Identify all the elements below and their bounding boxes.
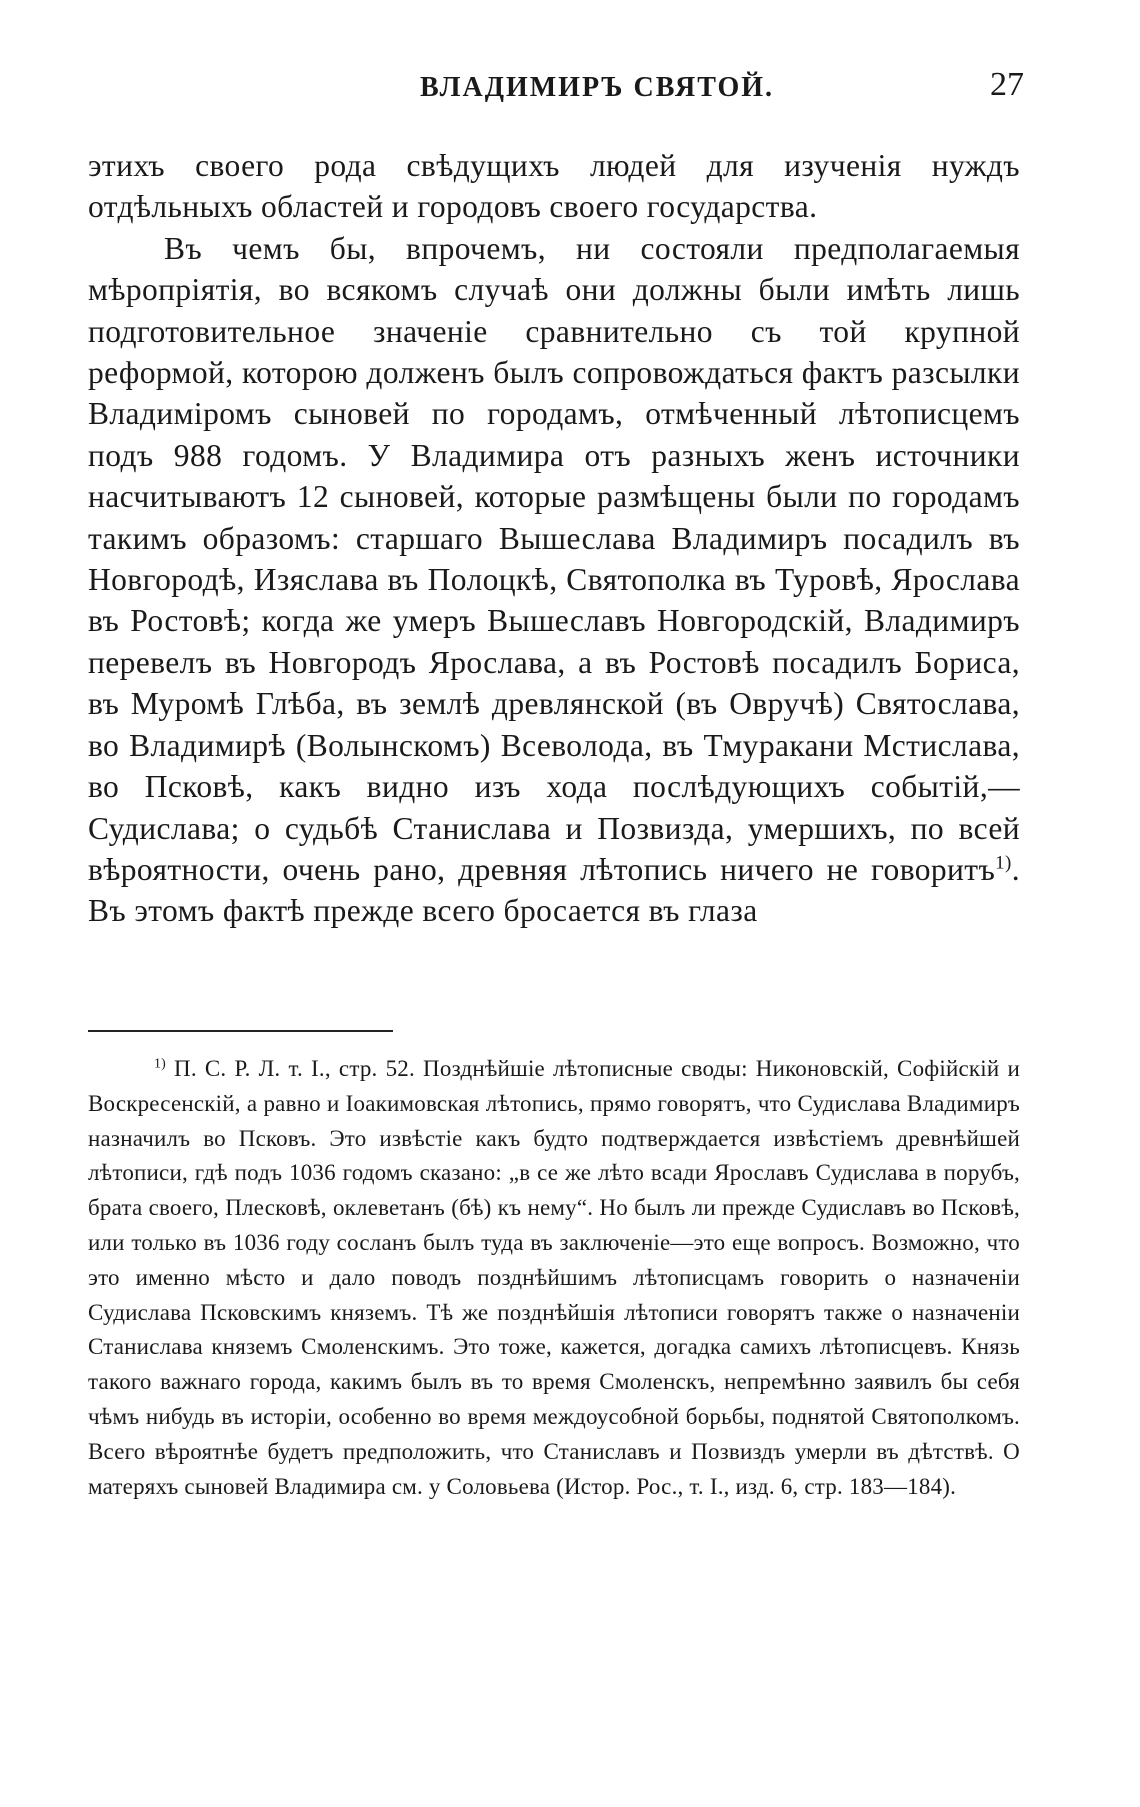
- paragraph-text: Въ чемъ бы, впрочемъ, ни состояли предполагаемыя мѣропріятія, во всякомъ случаѣ они должны были имѣть лишь подготовительное значеніе сравнительно съ той крупной реформой, которою долженъ былъ сопровождаться фактъ разсылки Владиміромъ сыновей по городамъ, отмѣченный лѣтописцемъ подъ 988 годомъ. У Владимира отъ разныхъ женъ источники насчитываютъ 12 сыновей, которые размѣщены были по городамъ такимъ образомъ: старшаго Вышеслава Владимиръ посадилъ въ Новгородѣ, Изяслава въ Полоцкѣ, Святополка въ Туровѣ, Ярослава въ Ростовѣ; когда же умеръ Вышеславъ Новгородскій, Владимиръ перевелъ въ Новгородъ Ярослава, а въ Ростовѣ посадилъ Бориса, въ Муромѣ Глѣба, въ землѣ древлянской (въ Овручѣ) Святослава, во Владимирѣ (Волынскомъ) Всеволода, въ Тмуракани Мстислава, во Псковѣ, какъ видно изъ хода послѣдующихъ событій,—Судислава; о судьбѣ Станислава и Позвизда, умершихъ, по всей вѣроятности, очень рано, древняя лѣтопись ничего не говоритъ: [88, 230, 1020, 887]
- footnotes: [88, 1052, 1020, 1504]
- page-header: [0, 62, 1140, 112]
- footnote-reference: 1): [995, 852, 1012, 874]
- page-number: 27: [990, 66, 1024, 103]
- running-head: ВЛАДИМИРЪ СВЯТОЙ.: [420, 72, 775, 103]
- paragraph: этихъ своего рода свѣдущихъ людей для изученія нуждъ отдѣльныхъ областей и городовъ своего государства.: [88, 148, 1020, 225]
- footnote-divider: [88, 1030, 393, 1032]
- main-text: [88, 145, 1020, 932]
- footnote-marker: 1): [154, 1055, 166, 1071]
- paragraph-text: . Въ этомъ фактѣ прежде всего бросается въ глаза: [88, 851, 1020, 929]
- footnote-text: П. С. Р. Л. т. I., стр. 52. Позднѣйшіе лѣтописные своды: Никоновскій, Софійскій и Воскресенскій, а равно и Іоакимовская лѣтопись, прямо говорятъ, что Судислава Владимиръ назначилъ во Псковъ. Это извѣстіе какъ будто подтверждается извѣстіемъ древнѣйшей лѣтописи, гдѣ подъ 1036 годомъ сказано: „в се же лѣто всади Ярославъ Судислава в порубъ, брата своего, Плесковѣ, оклеветанъ (бѣ) къ нему“. Но былъ ли прежде Судиславъ во Псковѣ, или только въ 1036 году сосланъ былъ туда въ заключеніе—это еще вопросъ. Возможно, что это именно мѣсто и дало поводъ позднѣйшимъ лѣтописцамъ говорить о назначеніи Судислава Псковскимъ княземъ. Тѣ же позднѣйшія лѣтописи говорятъ также о назначеніи Станислава княземъ Смоленскимъ. Это тоже, кажется, догадка самихъ лѣтописцевъ. Князь такого важнаго города, какимъ былъ въ то время Смоленскъ, непремѣнно заявилъ бы себя чѣмъ нибудь въ исторіи, особенно во время междоусобной борьбы, поднятой Святополкомъ. Всего вѣроятнѣе будетъ предположить, что Станиславъ и Позвиздъ умерли въ дѣтствѣ. О матеряхъ сыновей Владимира см. у Соловьева (Истор. Рос., т. I., изд. 6, стр. 183—184).: [88, 1056, 1020, 1499]
- footnote: [88, 1052, 1020, 1504]
- paragraph: [88, 228, 1020, 932]
